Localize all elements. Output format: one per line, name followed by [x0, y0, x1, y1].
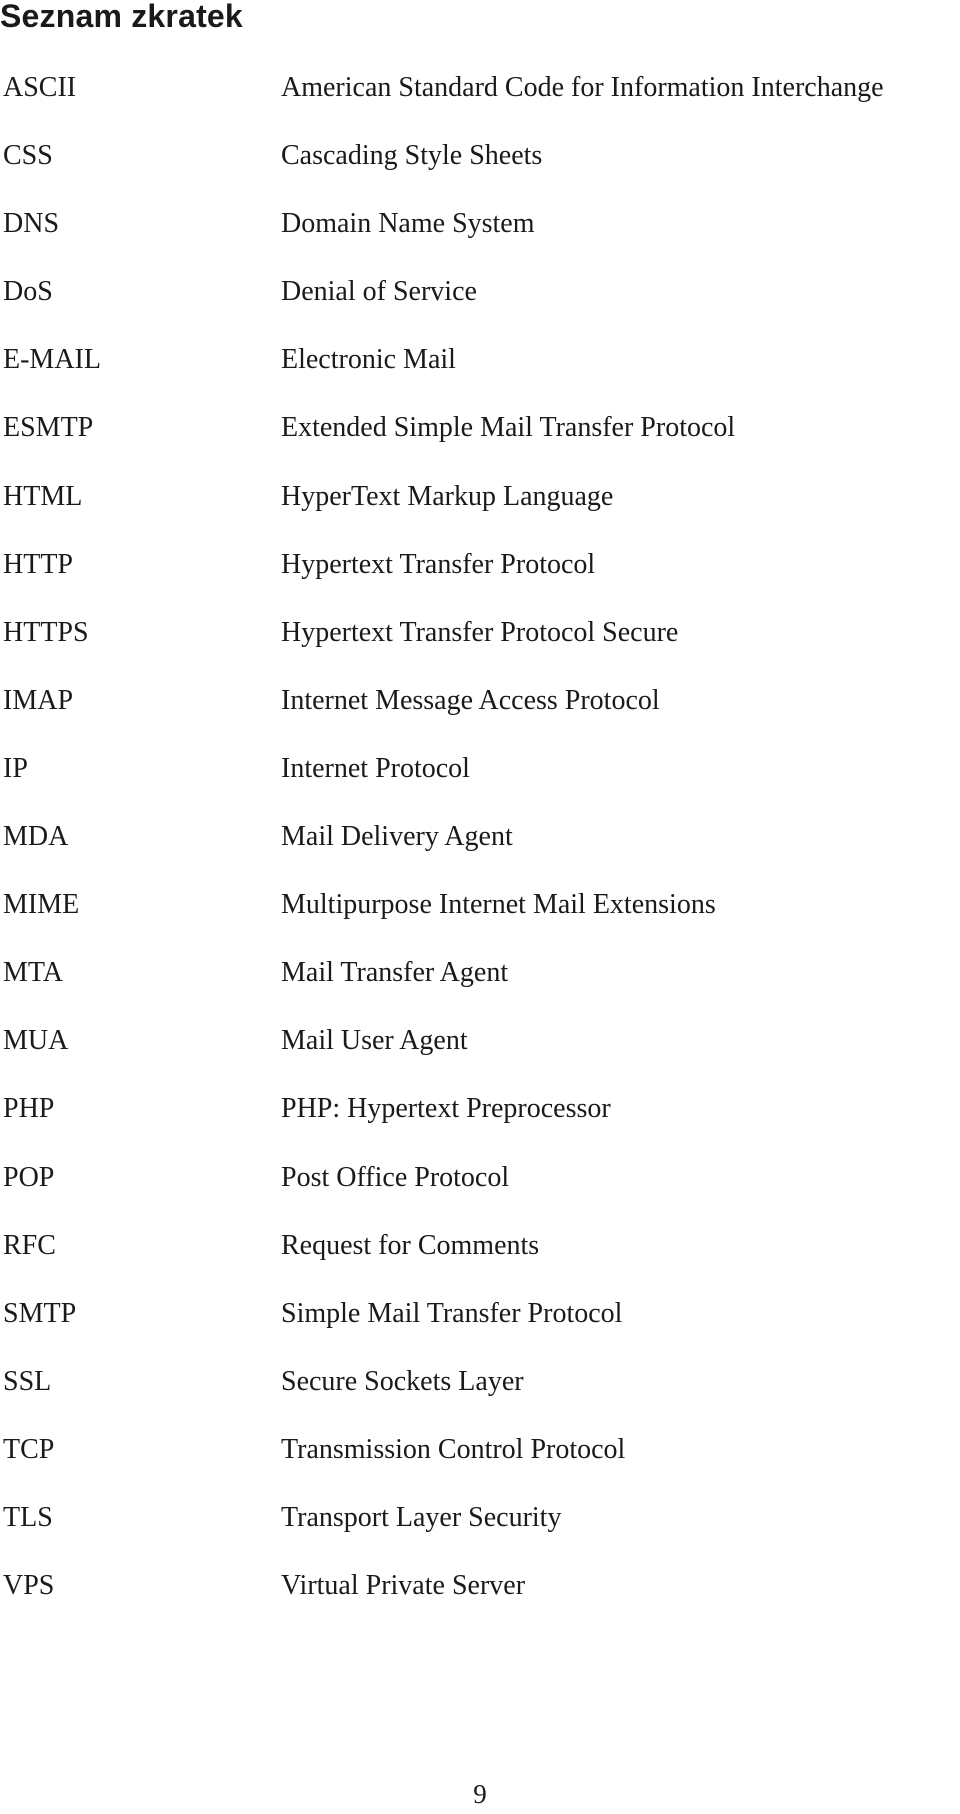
abbreviation-term: HTML — [3, 480, 83, 512]
abbreviation-term: MUA — [3, 1025, 69, 1057]
abbreviation-definition: Mail Transfer Agent — [281, 957, 509, 989]
abbreviation-term: ASCII — [3, 72, 77, 103]
abbreviation-definition: Cascading Style Sheets — [281, 140, 543, 172]
abbreviation-term: ESMTP — [3, 412, 94, 444]
abbreviation-row — [0, 1013, 960, 1081]
abbreviation-term: HTTP — [3, 548, 73, 580]
abbreviation-row — [0, 537, 960, 605]
abbreviation-row — [0, 1422, 960, 1490]
abbreviation-row — [0, 128, 960, 196]
abbreviation-row — [0, 332, 960, 400]
abbreviation-row — [0, 196, 960, 264]
abbreviation-definition: Multipurpose Internet Mail Extensions — [281, 889, 716, 921]
abbreviation-definition: Secure Sockets Layer — [281, 1365, 524, 1397]
abbreviation-definition: Transport Layer Security — [281, 1501, 562, 1533]
abbreviation-row — [0, 673, 960, 741]
abbreviation-definition: Virtual Private Server — [281, 1570, 526, 1602]
abbreviation-term: MDA — [3, 821, 69, 853]
abbreviation-definition: Denial of Service — [281, 276, 477, 308]
abbreviation-definition: Extended Simple Mail Transfer Protocol — [281, 412, 736, 444]
abbreviation-definition: Hypertext Transfer Protocol Secure — [281, 616, 679, 648]
abbreviation-row — [0, 1218, 960, 1286]
abbreviation-term: MIME — [3, 889, 80, 921]
abbreviation-term: TLS — [3, 1501, 53, 1533]
abbreviation-term: TCP — [3, 1433, 55, 1465]
abbreviation-row — [0, 1081, 960, 1149]
abbreviation-term: RFC — [3, 1229, 56, 1261]
abbreviation-definition: Mail User Agent — [281, 1025, 468, 1057]
abbreviation-term: DNS — [3, 208, 60, 240]
abbreviation-row — [0, 469, 960, 537]
abbreviation-definition: Mail Delivery Agent — [281, 821, 513, 853]
abbreviation-row — [0, 400, 960, 468]
abbreviation-term: HTTPS — [3, 616, 89, 648]
abbreviation-definition: Internet Protocol — [281, 752, 470, 784]
abbreviation-term: IMAP — [3, 684, 74, 716]
abbreviation-definition: Post Office Protocol — [281, 1161, 510, 1193]
abbreviation-list — [0, 60, 960, 1626]
abbreviation-row — [0, 264, 960, 332]
abbreviation-row — [0, 1354, 960, 1422]
page-title: Seznam zkratek — [0, 0, 243, 34]
abbreviation-row — [0, 1286, 960, 1354]
page-number: 9 — [473, 1779, 487, 1809]
abbreviation-term: E-MAIL — [3, 344, 101, 376]
abbreviation-term: CSS — [3, 140, 53, 172]
abbreviation-definition: HyperText Markup Language — [281, 480, 614, 512]
abbreviation-row — [0, 605, 960, 673]
abbreviation-row — [0, 741, 960, 809]
abbreviation-row — [0, 1490, 960, 1558]
abbreviation-definition: Request for Comments — [281, 1229, 540, 1261]
abbreviation-definition: American Standard Code for Information Interchange — [281, 72, 884, 103]
abbreviation-definition: Hypertext Transfer Protocol — [281, 548, 596, 580]
abbreviation-term: IP — [3, 752, 28, 784]
abbreviation-term: SSL — [3, 1365, 52, 1397]
abbreviation-row — [0, 60, 960, 128]
abbreviation-term: MTA — [3, 957, 63, 989]
abbreviation-row — [0, 1150, 960, 1218]
abbreviation-term: SMTP — [3, 1297, 77, 1329]
abbreviation-term: VPS — [3, 1570, 55, 1602]
abbreviation-definition: Internet Message Access Protocol — [281, 684, 660, 716]
abbreviation-definition: Domain Name System — [281, 208, 535, 240]
abbreviation-row — [0, 877, 960, 945]
abbreviation-row — [0, 945, 960, 1013]
abbreviation-term: PHP — [3, 1093, 55, 1125]
abbreviation-row — [0, 1558, 960, 1626]
abbreviation-definition: Electronic Mail — [281, 344, 456, 376]
abbreviation-definition: Transmission Control Protocol — [281, 1433, 626, 1465]
abbreviation-term: POP — [3, 1161, 55, 1193]
abbreviation-definition: PHP: Hypertext Preprocessor — [281, 1093, 611, 1125]
abbreviation-term: DoS — [3, 276, 53, 308]
abbreviation-row — [0, 809, 960, 877]
abbreviation-definition: Simple Mail Transfer Protocol — [281, 1297, 623, 1329]
